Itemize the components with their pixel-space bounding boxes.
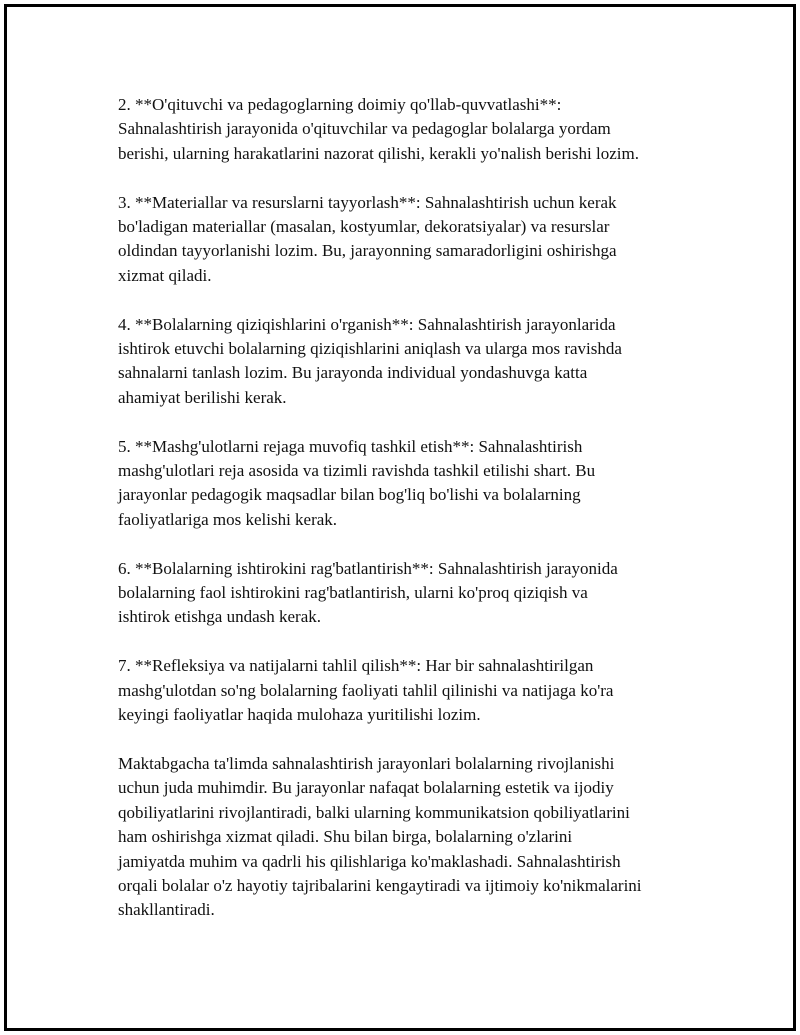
paragraph-item-7: 7. **Refleksiya va natijalarni tahlil qilish**: Har bir sahnalashtirilgan mashg'ulotdan so'ng bolalarning faoliyati tahlil qilinishi va natijaga ko'ra keyingi faoliyatlar haqida mulohaza yuritilishi lozim. (118, 656, 614, 725)
paragraph-item-2: 2. **O'qituvchi va pedagoglarning doimiy qo'llab-quvvatlashi**: Sahnalashtirish jarayonida o'qituvchilar va pedagoglar bolalarga yordam berishi, ularning harakatlarini nazorat qilishi, kerakli yo'nalish berishi lozim. (118, 95, 639, 163)
paragraph-item-3: 3. **Materiallar va resurslarni tayyorlash**: Sahnalashtirish uchun kerak bo'ladigan materiallar (masalan, kostyumlar, dekoratsiyalar) va resurslar oldindan tayyorlanishi lozim. Bu, jarayonning samaradorligini oshirishga xizmat qiladi. (118, 192, 617, 285)
conclusion-paragraph: Maktabgacha ta'limda sahnalashtirish jarayonlari bolalarning rivojlanishi uchun juda muhimdir. Bu jarayonlar nafaqat bolalarning estetik va ijodiy qobiliyatlarini rivojlantiradi, balki ularning kommunikatsion qobiliyatlarini ham oshirishga xizmat qiladi. Shu bilan birga, bolalarning o'zlarini jamiyatda muhim va qadrli his qilishlariga ko'maklashadi. Sahnalashtirish orqali bolalar o'z hayotiy tajribalarini kengaytiradi va ijtimoiy ko'nikmalarini shakllantiradi. (118, 753, 642, 920)
paragraph-item-6: 6. **Bolalarning ishtirokini rag'batlantirish**: Sahnalashtirish jarayonida bolalarning faol ishtirokini rag'batlantirish, ularni ko'proq qiziqish va ishtirok etishga undash kerak. (118, 558, 618, 627)
document-body (118, 93, 698, 947)
paragraph-item-4: 4. **Bolalarning qiziqishlarini o'rganish**: Sahnalashtirish jarayonlarida ishtirok etuvchi bolalarning qiziqishlarini aniqlash va ularga mos ravishda sahnalarni tanlash lozim. Bu jarayonda individual yondashuvga katta ahamiyat berilishi kerak. (118, 314, 622, 407)
paragraph-item-5: 5. **Mashg'ulotlarni rejaga muvofiq tashkil etish**: Sahnalashtirish mashg'ulotlari reja asosida va tizimli ravishda tashkil etilishi shart. Bu jarayonlar pedagogik maqsadlar bilan bog'liq bo'lishi va bolalarning faoliyatlariga mos kelishi kerak. (118, 436, 596, 529)
